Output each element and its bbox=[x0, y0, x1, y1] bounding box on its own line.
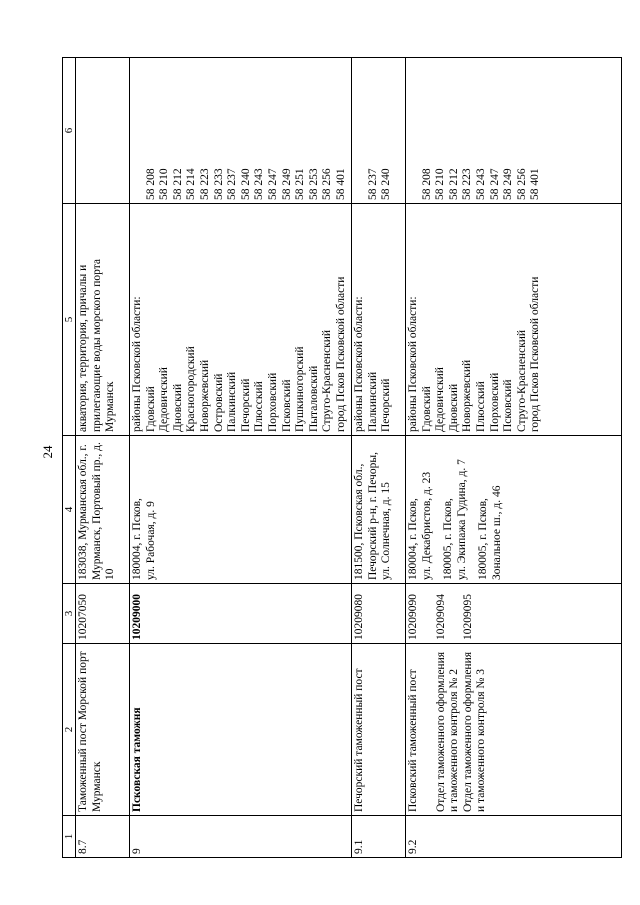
district-name: Гдовский bbox=[144, 386, 157, 432]
office-code: 10209080 bbox=[352, 584, 406, 644]
okato-code: 58 223 bbox=[461, 168, 474, 200]
okato-code: 58 208 bbox=[144, 168, 157, 200]
district-name: Печорский bbox=[380, 378, 393, 432]
district-name: Дедовичский bbox=[434, 367, 447, 432]
table-row-9-2 bbox=[406, 58, 622, 858]
okato-code: 58 256 bbox=[321, 168, 334, 200]
district-name: Гдовский bbox=[420, 386, 433, 432]
office-zone bbox=[406, 204, 622, 436]
district-name: город Псков Псковской области bbox=[334, 276, 347, 432]
district-list bbox=[421, 207, 543, 432]
table-row-9-1 bbox=[352, 58, 406, 858]
district-name: Псковский bbox=[280, 379, 293, 432]
header-col-1: 1 bbox=[63, 816, 76, 858]
office-name: Таможенный пост Морской порт Мурманск bbox=[76, 644, 130, 816]
header-row bbox=[63, 58, 76, 858]
office-name bbox=[406, 644, 622, 816]
row-number: 9.2 bbox=[406, 816, 622, 858]
code-list bbox=[421, 61, 543, 200]
district-name: Дновский bbox=[171, 383, 184, 432]
district-name: Островский bbox=[212, 373, 225, 432]
header-col-6: 6 bbox=[63, 58, 76, 204]
okato-codes bbox=[76, 58, 130, 204]
okato-code: 58 240 bbox=[380, 168, 393, 200]
office-code: 10207050 bbox=[76, 584, 130, 644]
district-name: Струго-Красненский bbox=[321, 329, 334, 432]
zone-title: районы Псковской области: bbox=[353, 296, 365, 432]
okato-code: 58 253 bbox=[307, 168, 320, 200]
okato-code: 58 208 bbox=[420, 168, 433, 200]
row-number: 9 bbox=[130, 816, 352, 858]
office-name: Псковская таможня bbox=[130, 644, 352, 816]
district-name: Пыталовский bbox=[307, 365, 320, 432]
okato-codes bbox=[406, 58, 622, 204]
district-name: Красногородский bbox=[185, 346, 198, 432]
okato-code: 58 251 bbox=[294, 168, 307, 200]
office-zone: акватория, территория, причалы и прилегающие воды морского порта Мурманск bbox=[76, 204, 130, 436]
district-name: Плюсский bbox=[474, 381, 487, 432]
table-row-9 bbox=[130, 58, 352, 858]
district-name: Дедовичский bbox=[158, 367, 171, 432]
office-zone bbox=[130, 204, 352, 436]
department-2-code: 10209094 bbox=[434, 594, 447, 640]
customs-table bbox=[62, 57, 622, 858]
district-name: Палкинский bbox=[226, 371, 239, 432]
district-name: Струго-Красненский bbox=[515, 329, 528, 432]
header-col-3: 3 bbox=[63, 584, 76, 644]
address-line: Зональное ш., д. 46 bbox=[490, 485, 503, 580]
address-line: ул. Экипажа Гудина, д. 7 bbox=[455, 459, 468, 580]
district-name: Пушкиногорский bbox=[294, 346, 307, 432]
office-address bbox=[406, 436, 622, 584]
district-name: Дновский bbox=[447, 383, 460, 432]
office-address: 181500, Псковская обл., Печорский р-н, г. Печоры, ул. Солнечная, д. 15 bbox=[352, 436, 406, 584]
okato-code: 58 210 bbox=[158, 168, 171, 200]
okato-code: 58 212 bbox=[171, 168, 184, 200]
office-address bbox=[130, 436, 352, 584]
district-name: Плюсский bbox=[253, 381, 266, 432]
okato-code: 58 243 bbox=[474, 168, 487, 200]
code-list bbox=[367, 61, 394, 200]
okato-code: 58 247 bbox=[266, 168, 279, 200]
table-row-8-7 bbox=[76, 58, 130, 858]
district-name: Порховский bbox=[488, 372, 501, 432]
district-name: Псковский bbox=[502, 379, 515, 432]
post-code: 10209090 bbox=[407, 594, 419, 640]
zone-title: районы Псковской области: bbox=[407, 296, 419, 432]
okato-code: 58 214 bbox=[185, 168, 198, 200]
address-line: ул. Рабочая, д. 9 bbox=[144, 501, 157, 580]
okato-code: 58 256 bbox=[515, 168, 528, 200]
okato-codes bbox=[352, 58, 406, 204]
header-col-4: 4 bbox=[63, 436, 76, 584]
office-code bbox=[406, 584, 622, 644]
post-name: Псковский таможенный пост bbox=[407, 669, 419, 812]
okato-code: 58 401 bbox=[529, 168, 542, 200]
district-name: Новоржевский bbox=[461, 359, 474, 432]
district-name: Палкинский bbox=[366, 371, 379, 432]
zone-title: районы Псковской области: bbox=[131, 296, 143, 432]
department-2-name: Отдел таможенного оформления и таможенного контроля № 2 bbox=[434, 651, 461, 812]
row-number: 8.7 bbox=[76, 816, 130, 858]
district-name: Печорский bbox=[239, 378, 252, 432]
okato-code: 58 210 bbox=[434, 168, 447, 200]
okato-code: 58 247 bbox=[488, 168, 501, 200]
address-line: 180004, г. Псков, bbox=[407, 498, 419, 580]
district-name: Порховский bbox=[266, 372, 279, 432]
code-list bbox=[145, 61, 349, 200]
district-list bbox=[367, 207, 394, 432]
address-line: 180005, г. Псков, bbox=[477, 498, 490, 580]
okato-code: 58 240 bbox=[239, 168, 252, 200]
okato-code: 58 233 bbox=[212, 168, 225, 200]
address-line: ул. Декабристов, д. 23 bbox=[420, 471, 433, 580]
header-col-2: 2 bbox=[63, 644, 76, 816]
okato-code: 58 223 bbox=[198, 168, 211, 200]
page-number: 24 bbox=[40, 445, 55, 459]
district-list bbox=[145, 207, 349, 432]
okato-code: 58 401 bbox=[334, 168, 347, 200]
okato-code: 58 212 bbox=[447, 168, 460, 200]
address-line: 180004, г. Псков, bbox=[131, 498, 143, 580]
department-3-code: 10209095 bbox=[462, 594, 475, 640]
address-line: 180005, г. Псков, bbox=[442, 498, 455, 580]
office-code: 10209000 bbox=[130, 584, 352, 644]
row-number: 9.1 bbox=[352, 816, 406, 858]
okato-code: 58 237 bbox=[226, 168, 239, 200]
okato-code: 58 249 bbox=[280, 168, 293, 200]
office-zone bbox=[352, 204, 406, 436]
office-address: 183038, Мурманская обл., г. Мурманск, Портовый пр., д. 10 bbox=[76, 436, 130, 584]
district-name: город Псков Псковской области bbox=[529, 276, 542, 432]
rotated-page bbox=[62, 58, 622, 858]
district-name: Новоржевский bbox=[198, 359, 211, 432]
okato-codes bbox=[130, 58, 352, 204]
okato-code: 58 249 bbox=[502, 168, 515, 200]
okato-code: 58 237 bbox=[366, 168, 379, 200]
office-name: Печорский таможенный пост bbox=[352, 644, 406, 816]
okato-code: 58 243 bbox=[253, 168, 266, 200]
department-3-name: Отдел таможенного оформления и таможенного контроля № 3 bbox=[461, 651, 488, 812]
header-col-5: 5 bbox=[63, 204, 76, 436]
